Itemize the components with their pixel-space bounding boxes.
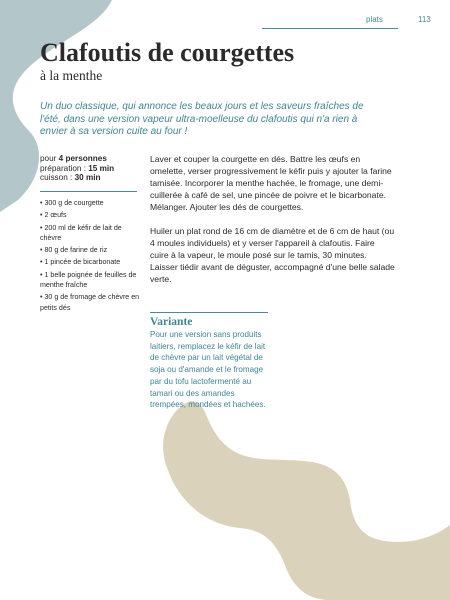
ingredients-rule (40, 191, 137, 192)
cook-prefix: cuisson : (40, 173, 75, 183)
page-number: 113 (418, 15, 431, 24)
variant-text: Pour une version sans produits laitiers, remplacez le kéfir de lait de chèvre par un lait végétal de soja ou d'amande et le fromage par du tofu lactofermenté au tamari ou des amandes trempées, mondées et hachées. (150, 330, 266, 410)
ingredient-item: • 2 œufs (40, 210, 140, 220)
ingredient-item: • 80 g de farine de riz (40, 245, 140, 255)
prep-prefix: préparation : (40, 163, 89, 173)
header-rule (262, 28, 398, 29)
servings (40, 154, 114, 164)
recipe-meta (40, 154, 114, 183)
ingredient-item: • 200 ml de kéfir de lait de chèvre (40, 223, 140, 244)
prep-time (40, 164, 114, 174)
recipe-steps (150, 153, 395, 297)
ingredients-list (40, 198, 140, 315)
prep-value: 15 min (88, 163, 115, 173)
ingredient-item: • 1 pincée de bicarbonate (40, 257, 140, 267)
servings-value: 4 personnes (58, 154, 107, 163)
servings-prefix: pour (40, 154, 59, 163)
recipe-title: Clafoutis de courgettes (40, 38, 295, 67)
variant-title: Variante (150, 316, 193, 328)
cook-value: 30 min (74, 173, 101, 183)
ingredient-item: • 30 g de fromage de chèvre en petits dés (40, 292, 140, 313)
recipe-intro: Un duo classique, qui annonce les beaux jours et les saveurs fraîches de l'été, dans une version vapeur ultra-moelleuse du clafoutis qui n'a rien à envier à sa version cuite au four ! (40, 101, 364, 138)
step-paragraph: Huiler un plat rond de 16 cm de diamètre et de 6 cm de haut (ou 4 moules individuels) et y verser l'appareil à clafoutis. Faire cuire à la vapeur, le moule posé sur le tamis, 30 minutes. Laisser tiédir avant de déguster, accompagné d'une belle salade verte. (150, 226, 395, 284)
variant-rule (150, 312, 268, 313)
recipe-subtitle: à la menthe (40, 68, 103, 83)
section-label: plats (366, 15, 383, 24)
cook-time (40, 173, 114, 183)
ingredient-item: • 1 belle poignée de feuilles de menthe fraîche (40, 270, 140, 291)
step-paragraph: Laver et couper la courgette en dés. Battre les œufs en omelette, verser progressivement le kéfir puis y ajouter la farine tamisée. Incorporer la menthe hachée, le fromage, une demi-cuillerée à café de sel, une pincée de poivre et le bicarbonate. Mélanger. Ajouter les dés de courgettes. (150, 154, 392, 212)
ingredient-item: • 300 g de courgette (40, 198, 140, 208)
